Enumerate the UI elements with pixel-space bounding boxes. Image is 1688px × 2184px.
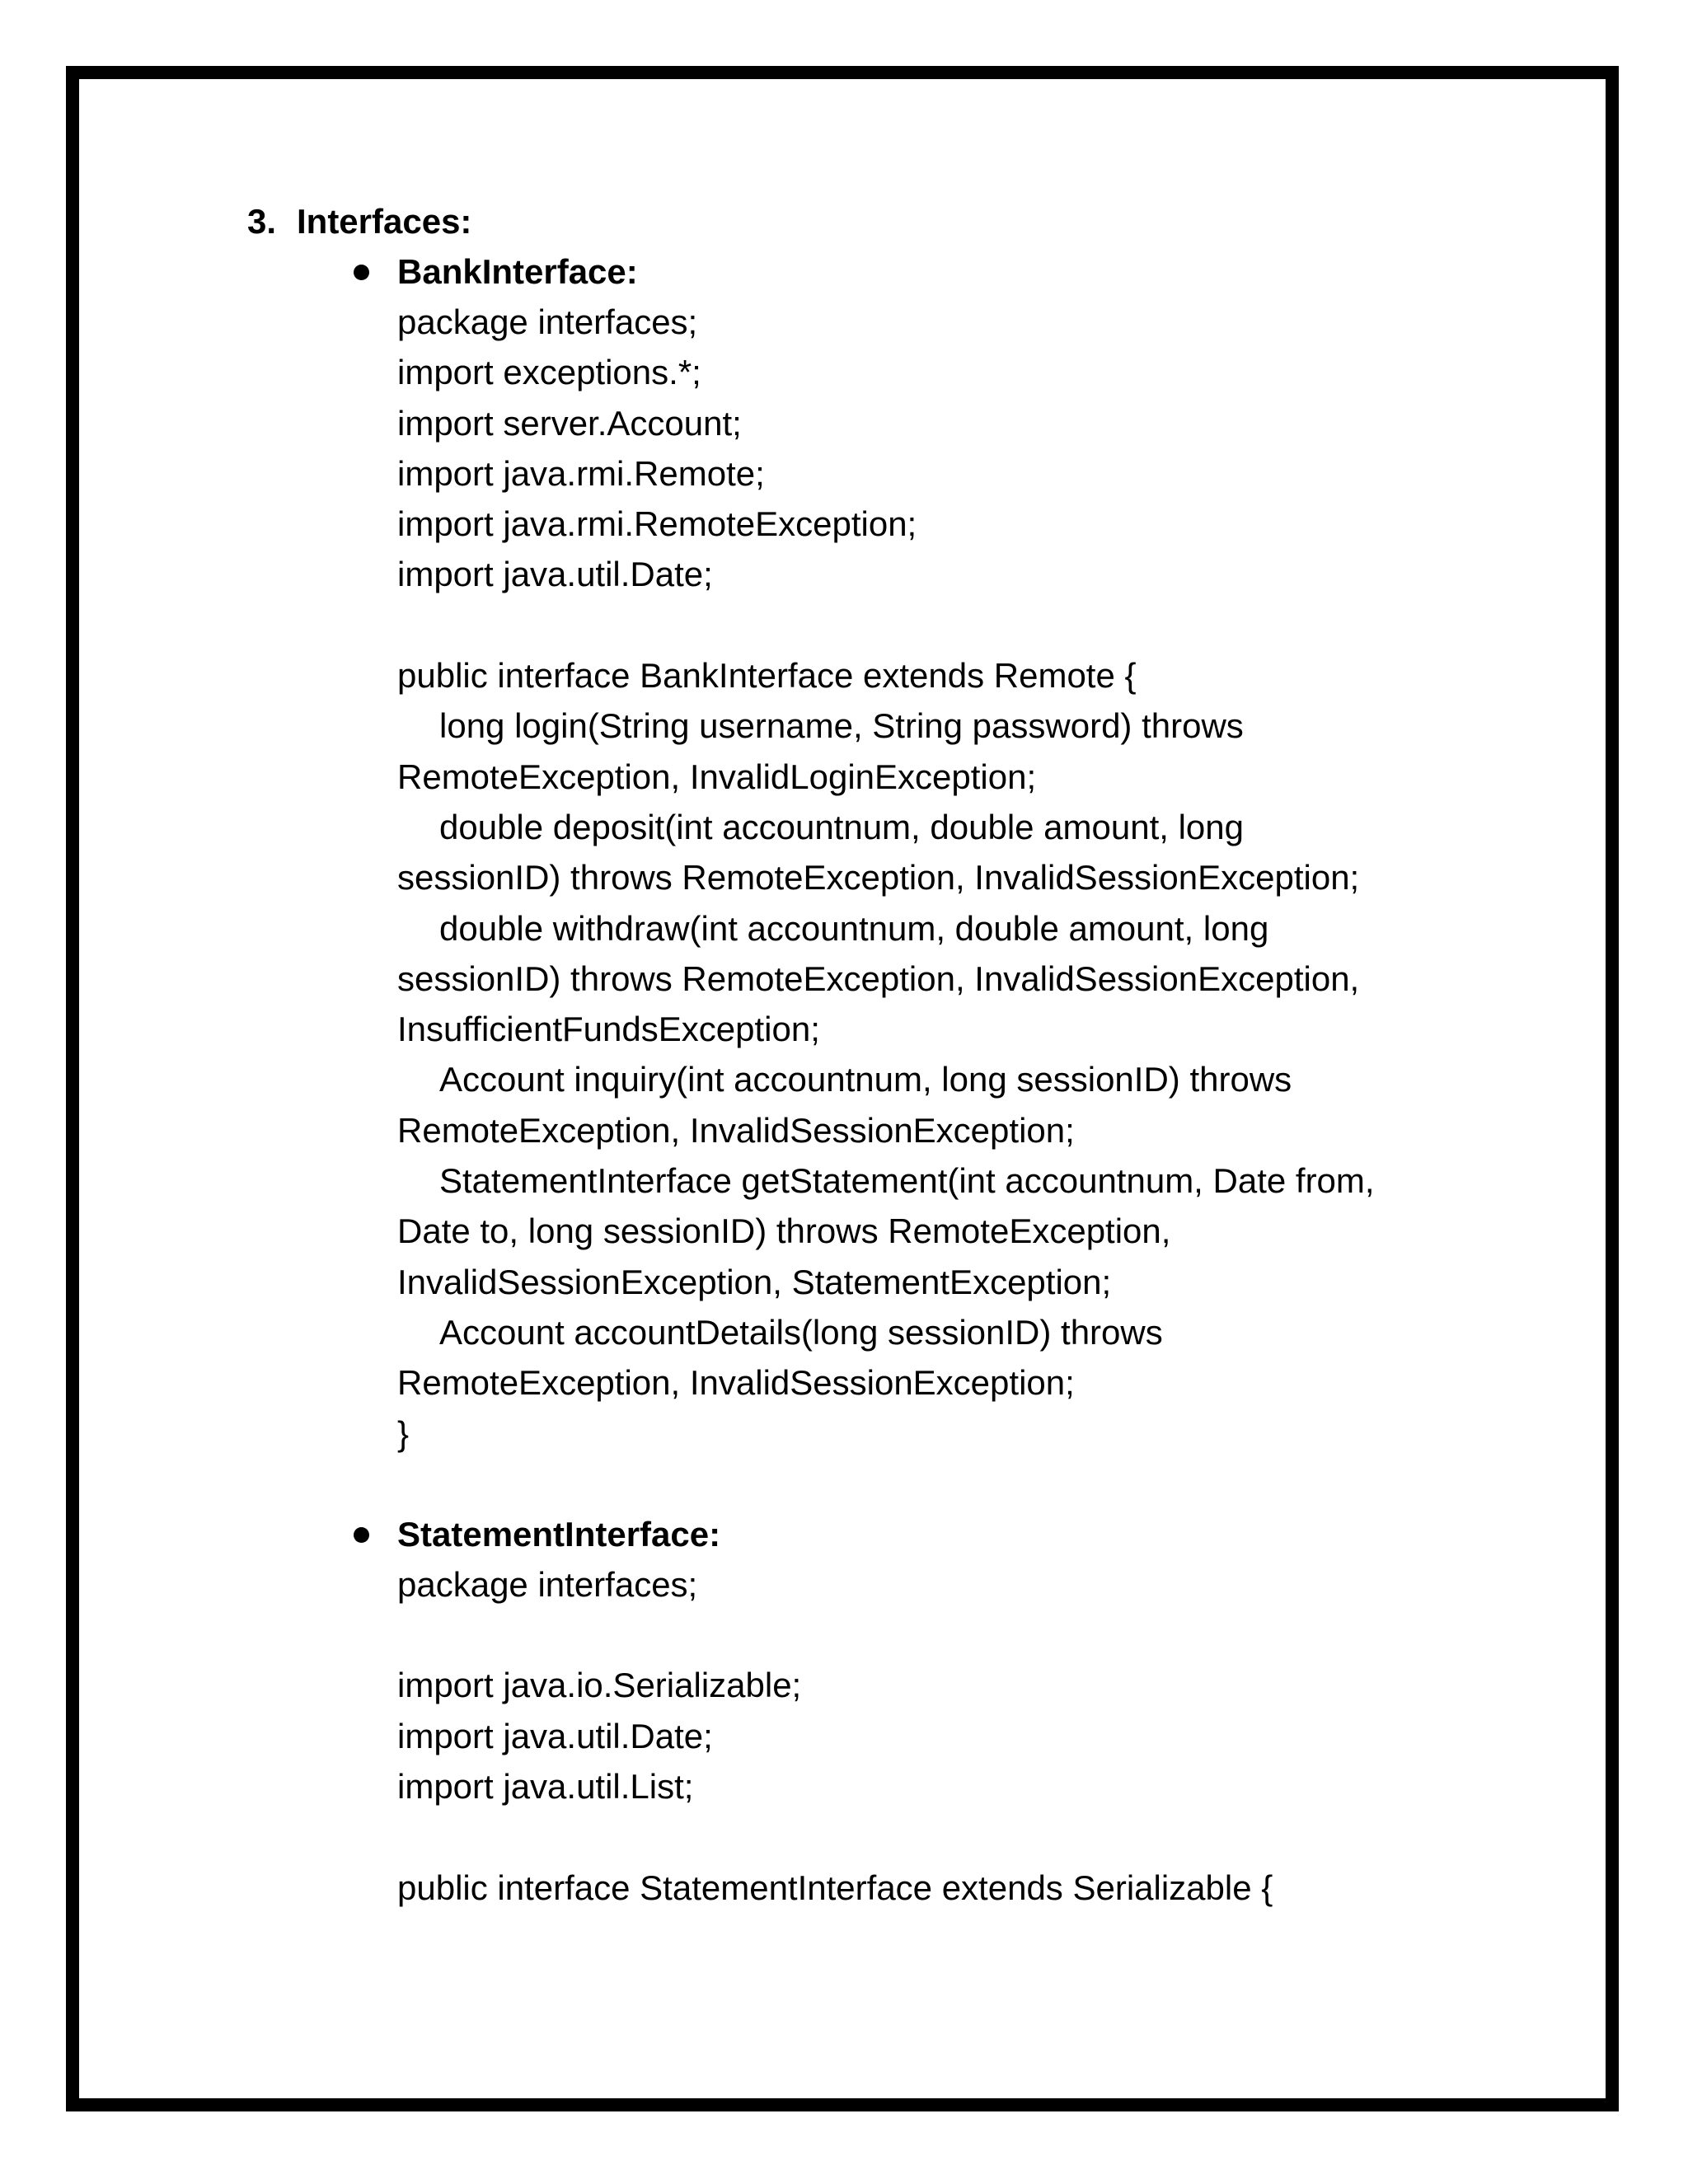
document-content [247, 196, 1533, 1913]
interface-title: StatementInterface: [397, 1514, 721, 1554]
interface-title: BankInterface: [397, 252, 638, 291]
code-line: import java.util.Date; [397, 555, 713, 594]
code-line: Account accountDetails(long sessionID) throws [439, 1312, 1163, 1352]
code-line: public interface BankInterface extends Remote { [397, 656, 1137, 696]
code-line: import java.rmi.Remote; [397, 453, 765, 493]
code-line: import java.util.Date; [397, 1716, 713, 1755]
code-line: import java.io.Serializable; [397, 1666, 802, 1705]
code-line: double withdraw(int accountnum, double amount, long [439, 908, 1269, 948]
bullet-icon [354, 1527, 369, 1543]
code-line: long login(String username, String password) throws [439, 706, 1244, 746]
code-line: RemoteException, InvalidLoginException; [397, 757, 1037, 796]
section-heading [247, 196, 1533, 246]
bullet-icon [354, 265, 369, 280]
interface-item [397, 246, 1533, 1459]
interface-list [247, 246, 1533, 1913]
interface-item [397, 1509, 1533, 1913]
code-line: Date to, long sessionID) throws RemoteException, [397, 1212, 1171, 1251]
code-line: package interfaces; [397, 302, 698, 341]
code-line: } [397, 1413, 410, 1453]
code-line: import server.Account; [397, 403, 742, 443]
blank-line [397, 1811, 1533, 1862]
blank-line [397, 600, 1533, 650]
code-line: RemoteException, InvalidSessionException; [397, 1110, 1075, 1150]
code-line: package interfaces; [397, 1564, 698, 1604]
code-line: sessionID) throws RemoteException, InvalidSessionException, [397, 958, 1360, 998]
code-line: import exceptions.*; [397, 353, 701, 392]
code-line: import java.util.List; [397, 1767, 694, 1807]
blank-line [397, 1610, 1533, 1660]
code-line: InsufficientFundsException; [397, 1010, 820, 1049]
code-line: public interface StatementInterface extends Serializable { [397, 1868, 1273, 1907]
code-line: double deposit(int accountnum, double amount, long [439, 807, 1245, 846]
code-line: Account inquiry(int accountnum, long sessionID) throws [439, 1060, 1292, 1099]
section-title: Interfaces: [297, 202, 472, 241]
code-line: StatementInterface getStatement(int accountnum, Date from, [439, 1161, 1375, 1201]
code-line: RemoteException, InvalidSessionException; [397, 1363, 1075, 1403]
code-line: import java.rmi.RemoteException; [397, 504, 917, 544]
code-line: InvalidSessionException, StatementException; [397, 1262, 1112, 1301]
section-number: 3. [247, 202, 277, 241]
code-line: sessionID) throws RemoteException, InvalidSessionException; [397, 858, 1360, 898]
